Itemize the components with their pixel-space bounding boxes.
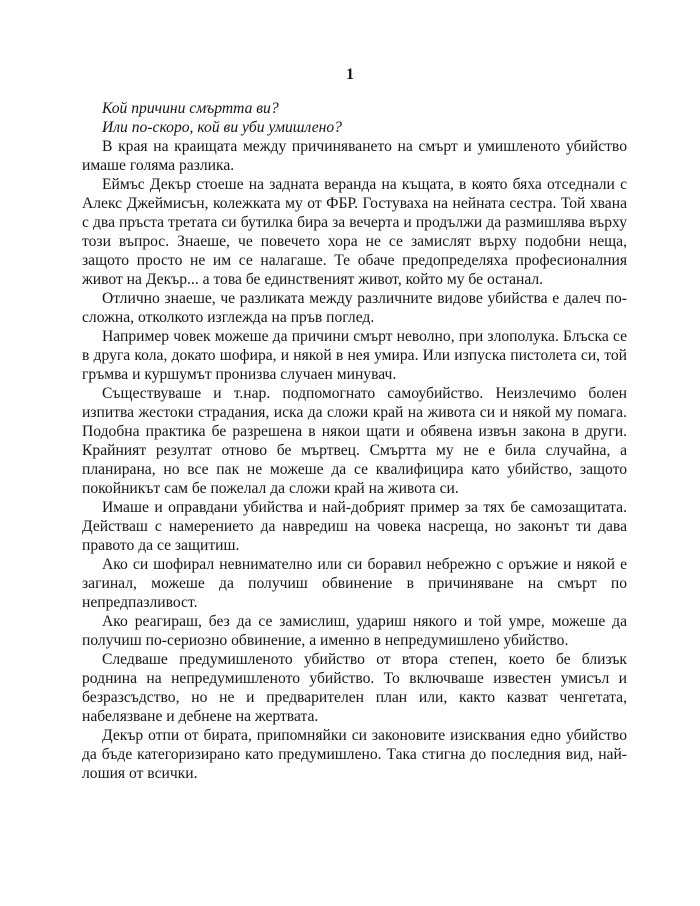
paragraph: Кой причини смъртта ви? (102, 100, 279, 117)
paragraph: Отлично знаеше, че разликата между различните видове убийства е далеч по-сложна, отколкото изглежда на пръв поглед. (82, 290, 627, 326)
paragraph: Ако си шофирал невнимателно или си боравил небрежно с оръжие и някой е загинал, можеше да получиш обвинение в причиняване на смърт по непредпазливост. (82, 556, 627, 611)
paragraph: Имаше и оправдани убийства и най-добрият пример за тях бе самозащитата. Действаш с намерението да навредиш на човека насреща, но законът ти дава правото да се защитиш. (82, 499, 627, 554)
paragraph: Следваше предумишленото убийство от втора степен, което бе близък роднина на непредумишленото убийство. То включваше известен умисъл и безразсъдство, но не и предварителен план или, както казват ченгетата, набелязване и дебнене на жертвата. (82, 651, 627, 725)
paragraph: Например човек можеше да причини смърт неволно, при злополука. Блъска се в друга кола, докато шофира, и някой в нея умира. Или изпуска пистолета си, той гръмва и куршумът пронизва случаен минувач. (82, 328, 627, 383)
paragraph: Ако реагираш, без да се замислиш, удариш някого и той умре, можеше да получиш по-сериозно обвинение, а именно в непредумишлено убийство. (82, 613, 627, 649)
paragraph: Еймъс Декър стоеше на задната веранда на къщата, в която бяха отседнали с Алекс Джеймисън, колежката му от ФБР. Гостуваха на нейната сестра. Той хвана с два пръста третата си бутилка бира за вечерта и продължи да размишлява върху този въпрос. Знаеше, че повечето хора не се замислят върху подобни неща, защото просто не им се налагаше. Те обаче предопределяха професионалния живот на Декър... а това бе единственият живот, който му бе останал. (82, 176, 627, 288)
paragraph: Съществуваше и т.нар. подпомогнато самоубийство. Неизлечимо болен изпитва жестоки страдания, иска да сложи край на живота си и някой му помага. Подобна практика бе разрешена в някои щати и обявена извън закона в други. Крайният резултат отново бе мъртвец. Смъртта му не е била случайна, а планирана, но все пак не можеше да се квалифицира като убийство, защото покойникът сам бе пожелал да сложи край на живота си. (82, 385, 627, 497)
paragraph: Декър отпи от бирата, припомняйки си законовите изисквания едно убийство да бъде категоризирано като предумишлено. Така стигна до последния вид, най-лошия от всички. (82, 727, 627, 782)
paragraph: В края на краищата между причиняването на смърт и умишленото убийство имаше голяма разлика. (82, 138, 627, 174)
paragraph: Или по-скоро, кой ви уби умишлено? (102, 119, 342, 136)
chapter-body (82, 99, 627, 783)
chapter-number: 1 (346, 66, 354, 83)
